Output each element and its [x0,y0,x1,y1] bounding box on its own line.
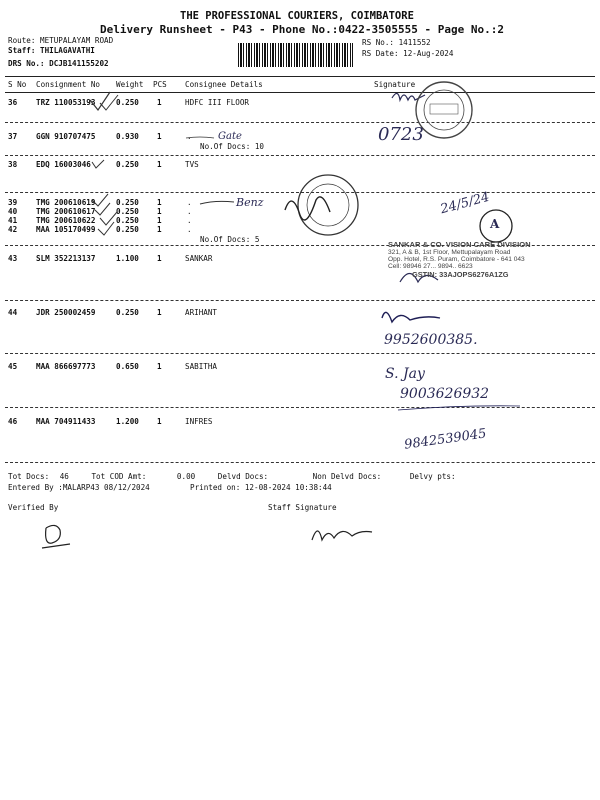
tot-docs-label: Tot Docs: [8,472,50,481]
checkmark-icon [92,160,104,168]
row-weight: 0.250 [116,308,139,317]
col-sno: S No [8,80,27,89]
staff-signature-scribble [312,531,372,540]
phone-46: 9842539045 [403,426,488,453]
row-sno: 36 [8,98,18,107]
staff-value: THILAGAVATHI [40,46,95,55]
row-consignment: JDR 250002459 [36,308,96,317]
row-pcs: 1 [157,98,162,107]
staff-label: Staff: [8,46,36,55]
row-weight: 0.250 [116,225,139,234]
verified-signature [42,525,70,548]
row-pcs: 1 [157,417,162,426]
row-sno: 38 [8,160,18,169]
row-docs-count: No.Of Docs: 5 [200,235,260,244]
row-weight: 1.100 [116,254,139,263]
gate-scribble [186,137,214,138]
entered-by: Entered By :MALARP43 08/12/2024 [8,483,150,492]
row-details: INFRES [185,417,213,426]
col-weight: Weight [116,80,144,89]
checkmark-icon [98,222,114,235]
sankar-stamp [388,240,588,302]
drs-label: DRS No.: [8,59,45,68]
row-sno: 39 [8,198,18,207]
row-sno: 40 [8,207,18,216]
delvy-pts-label: Delvy pts: [409,472,456,481]
row-pcs: 1 [157,198,162,207]
non-delvd-docs-label: Non Delvd Docs: [312,472,382,481]
row-weight: 0.650 [116,362,139,371]
verified-by-label: Verified By [8,503,59,512]
staff-signature-label: Staff Signature [268,503,337,512]
stamp-line: Opp. Hotel, R.S. Puram, Coimbatore - 641 043 [388,256,525,263]
row-details: . [187,225,192,234]
row-details: TVS [185,160,199,169]
row-pcs: 1 [157,308,162,317]
row-details: . [187,132,192,141]
row-consignment: TMG 200610619 [36,198,96,207]
drs-value: DCJB141155202 [49,59,109,68]
rs-no-value: 1411552 [398,38,431,47]
row-details: SABITHA [185,362,218,371]
delvd-docs-label: Delvd Docs: [217,472,269,481]
row-weight: 0.250 [116,216,139,225]
row-consignment: GGN 910707475 [36,132,96,141]
row-pcs: 1 [157,160,162,169]
row-sno: 37 [8,132,18,141]
row-weight: 0.930 [116,132,139,141]
stamp-line: Cell: 98946 27... 9894.. 6623 [388,263,473,270]
checkmark-icon [90,92,110,110]
row-weight: 0.250 [116,198,139,207]
tot-docs-value: 46 [59,472,69,481]
phone-44: 9952600385. [384,332,478,348]
route-label: Route: [8,36,36,45]
rs-date-value: 12-Aug-2024 [403,49,454,58]
hdfc-stamp [416,82,472,138]
row-docs-count: No.Of Docs: 10 [200,142,265,151]
col-consignment: Consignment No [36,80,101,89]
row-pcs: 1 [157,362,162,371]
checkmark-icon [100,212,117,225]
col-consignee: Consignee Details [185,80,263,89]
row-details: SANKAR [185,254,213,263]
row-details: ARIHANT [185,308,218,317]
row-pcs: 1 [157,216,162,225]
row-weight: 1.200 [116,417,139,426]
row-pcs: 1 [157,254,162,263]
route-value: METUPALAYAM ROAD [40,36,114,45]
row-sno: 41 [8,216,18,225]
row-pcs: 1 [157,225,162,234]
stamp-line: SANKAR & CO. VISION CARE DIVISION [388,240,531,249]
circled-letter: A [490,217,500,231]
stamp-line: GSTIN: 33AJOPS6276A1ZG [412,270,509,279]
row-consignment: MAA 704911433 [36,417,96,426]
benz-line [200,201,234,204]
row-details: . [187,198,192,207]
row-details: . [187,216,192,225]
row-sno: 46 [8,417,18,426]
row-weight: 0.250 [116,207,139,216]
handwritten-number: 0723 [378,124,424,145]
tvs-stamp [298,175,358,235]
printed-on: Printed on: 12-08-2024 10:38:44 [190,483,332,492]
company-title: THE PROFESSIONAL COURIERS, COIMBATORE [180,10,414,22]
underline-45 [398,406,520,410]
row-sno: 45 [8,362,18,371]
row-consignment: MAA 866697773 [36,362,96,371]
row-consignment: TMG 200610622 [36,216,96,225]
row-details: HDFC III FLOOR [185,98,250,107]
row-details: . [187,207,192,216]
row-sno: 44 [8,308,18,317]
tot-cod-label: Tot COD Amt: [91,472,147,481]
gate-note: Gate [218,131,242,142]
row-consignment: TRZ 110053193 [36,98,96,107]
row-weight: 0.250 [116,160,139,169]
col-pcs: PCS [153,80,167,89]
runsheet-subtitle: Delivery Runsheet - P43 - Phone No.:0422-3505555 - Page No.:2 [100,23,504,36]
rs-date-label: RS Date: [362,49,399,58]
row-consignment: MAA 105170499 [36,225,96,234]
row-weight: 0.250 [116,98,139,107]
row-pcs: 1 [157,132,162,141]
arihant-signature [382,312,440,322]
row-consignment: EDQ 16003046 [36,160,91,169]
rs-no-label: RS No.: [362,38,395,47]
stamp-line: 321, A & B, 1st Floor, Mettupalayam Road [388,249,511,256]
signature-45: S. Jay [385,366,425,382]
benz-note: Benz [236,196,264,209]
col-signature: Signature [374,80,416,89]
tot-cod-value: 0.00 [176,472,196,481]
row-sno: 43 [8,254,18,263]
row-pcs: 1 [157,207,162,216]
row-consignment: TMG 200610617 [36,207,96,216]
row-consignment: SLM 352213137 [36,254,96,263]
phone-45: 9003626932 [400,386,490,402]
row-sno: 42 [8,225,18,234]
checkmark-icon [92,194,108,206]
handwritten-date: 24/5/24 [438,189,492,218]
